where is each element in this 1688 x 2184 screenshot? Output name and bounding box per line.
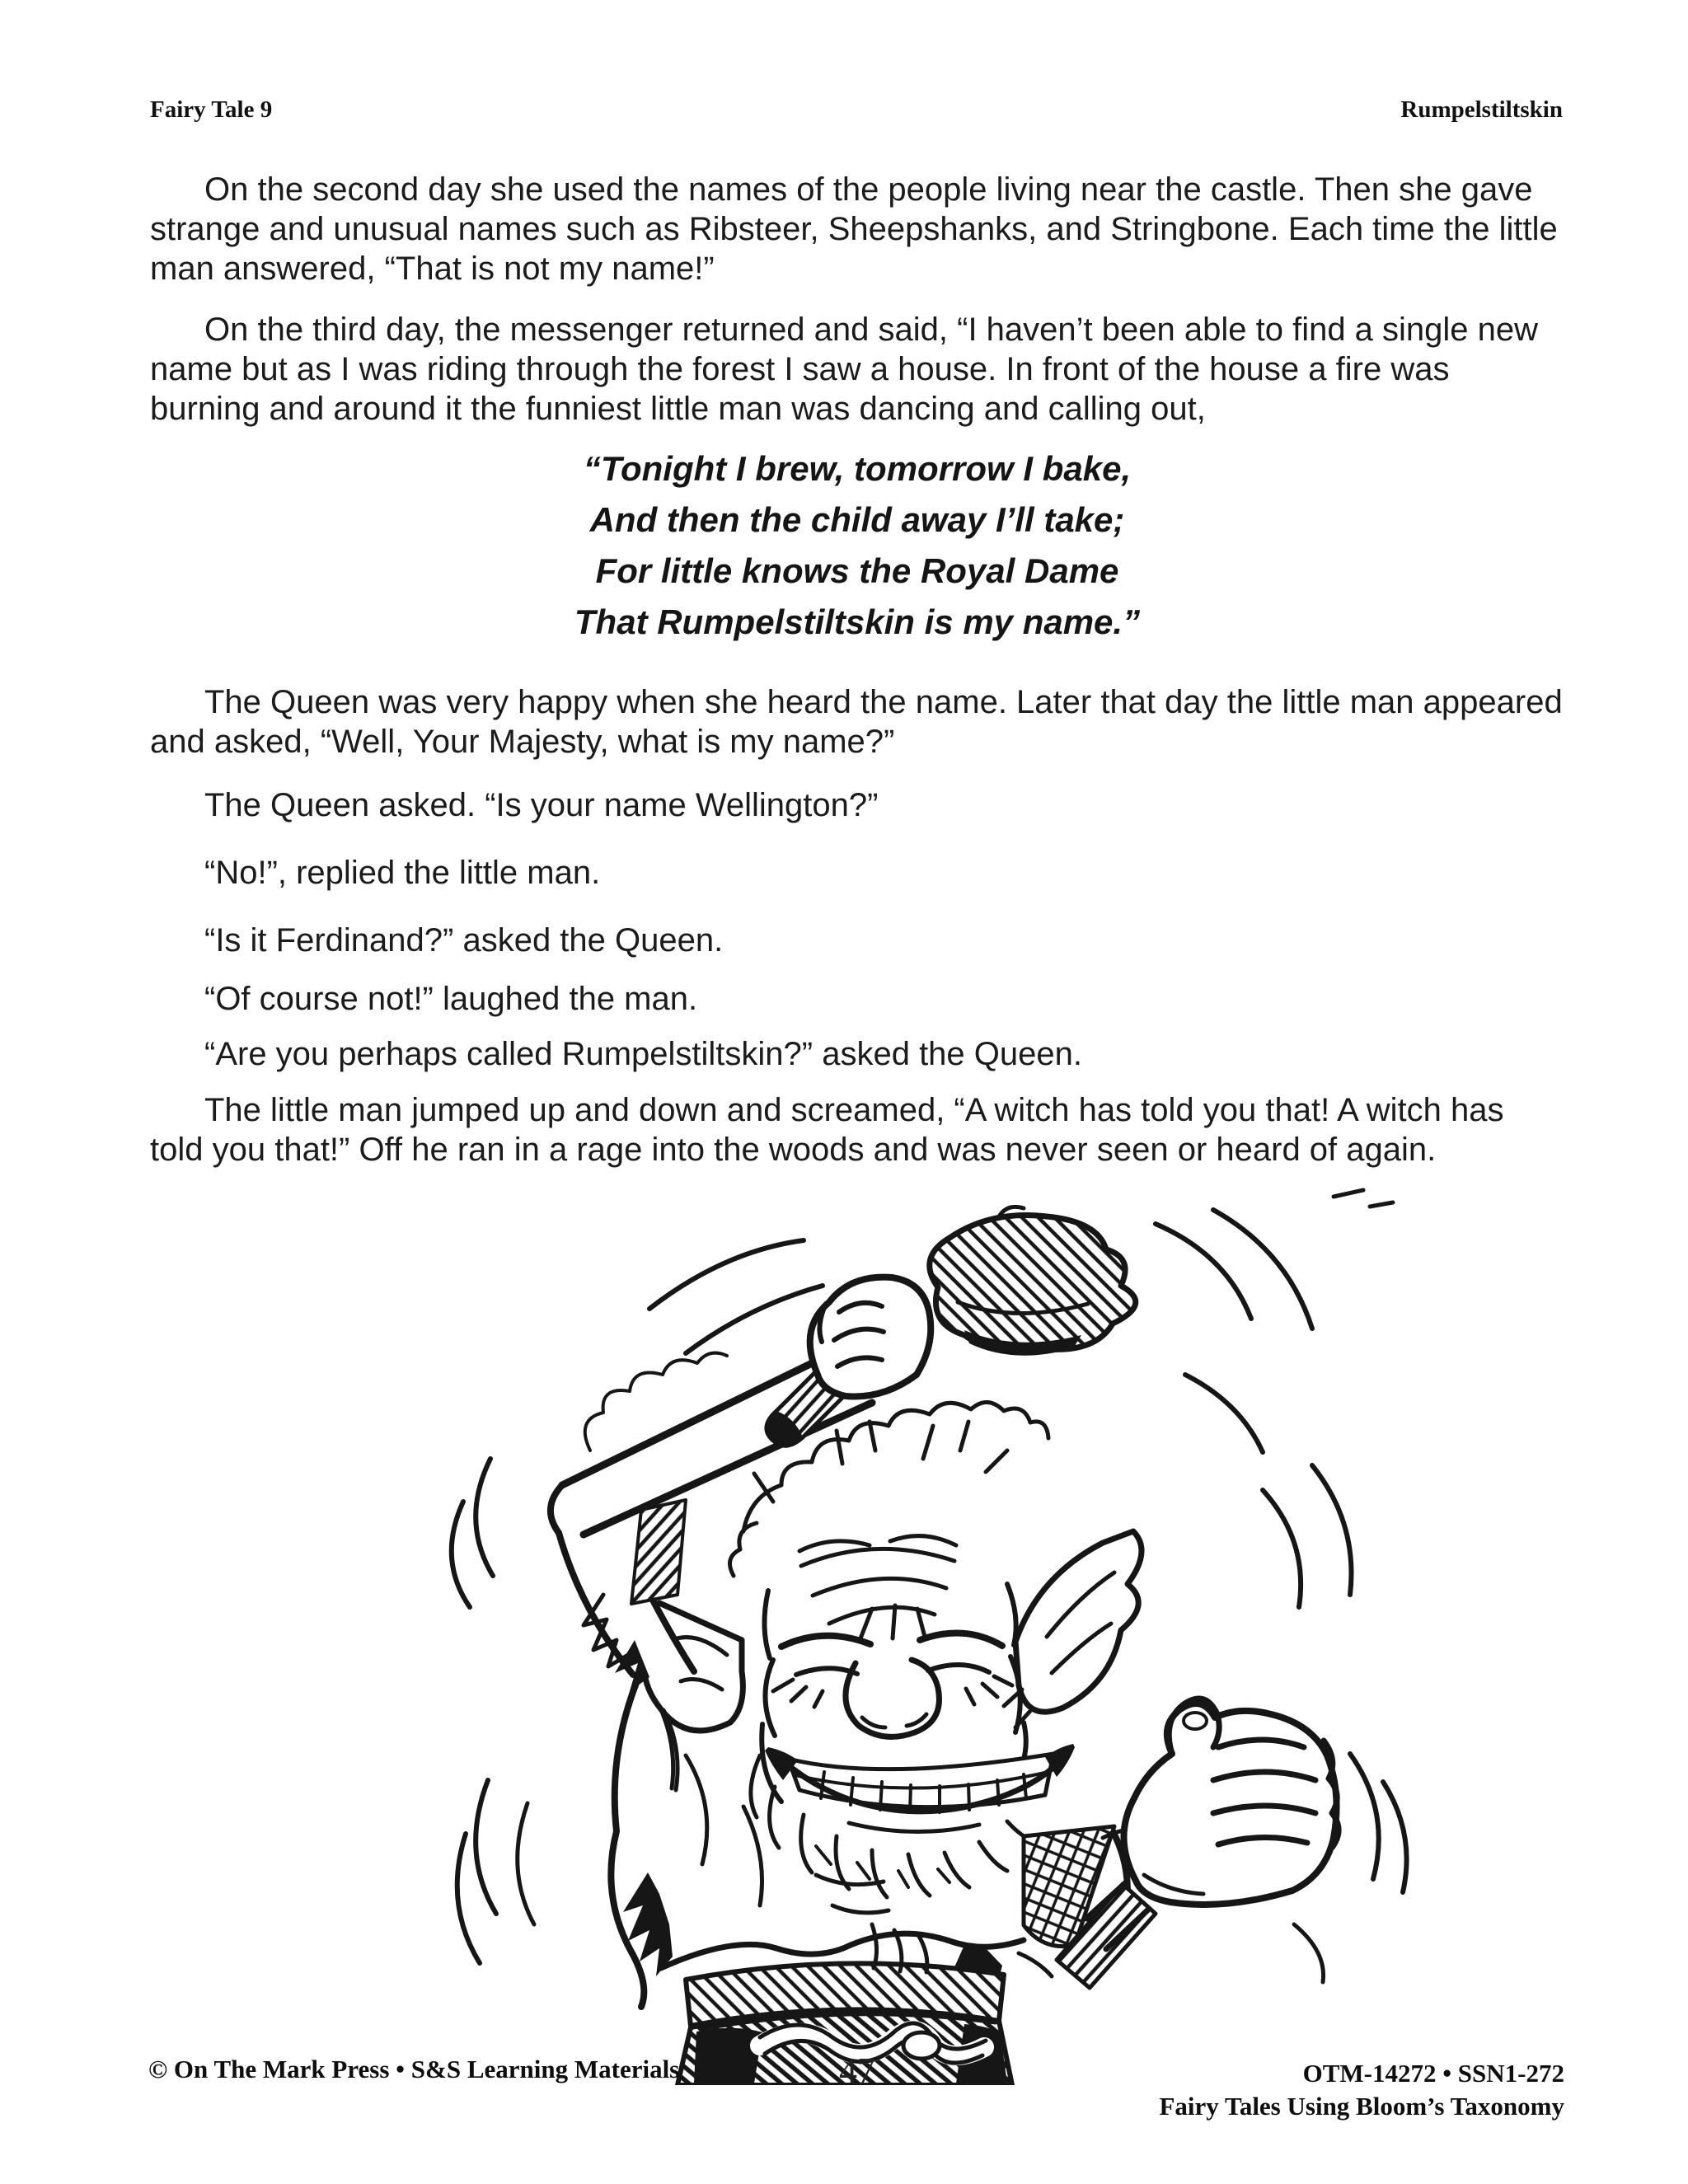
rhyme-block <box>150 443 1564 648</box>
story-paragraph: The Queen asked. “Is your name Wellington?” <box>204 787 879 823</box>
footer-copyright: © On The Mark Press • S&S Learning Materials <box>148 2055 680 2083</box>
story-paragraph: “Is it Ferdinand?” asked the Queen. <box>204 922 724 958</box>
page-number: 47 <box>839 2050 875 2091</box>
rhyme-line: And then the child away I’ll take; <box>589 500 1125 539</box>
story-paragraph: The little man jumped up and down and screamed, “A witch has told you that! A witch has told you that!” Off he ran in a rage into the woods and was never seen or heard of again. <box>150 1092 1504 1168</box>
footer-product-code: OTM-14272 • SSN1-272 <box>1302 2059 1564 2088</box>
story-paragraph: On the third day, the messenger returned and said, “I haven’t been able to find a single new name but as I was riding through the forest I saw a house. In front of the house a fire was burning and around it the funniest little man was dancing and calling out, <box>150 312 1539 427</box>
story-paragraph: The Queen was very happy when she heard the name. Later that day the little man appeared and asked, “Well, Your Majesty, what is my name?” <box>150 684 1563 760</box>
story-paragraph: “Of course not!” laughed the man. <box>204 981 698 1017</box>
rumpelstiltskin-illustration <box>387 1179 1426 2085</box>
footer-series-title: Fairy Tales Using Bloom’s Taxonomy <box>1159 2092 1564 2121</box>
header-lesson-label: Fairy Tale 9 <box>150 96 273 123</box>
rhyme-line: “Tonight I brew, tomorrow I bake, <box>583 449 1132 488</box>
story-paragraph: “Are you perhaps called Rumpelstiltskin?” asked the Queen. <box>204 1036 1082 1072</box>
story-paragraph: On the second day she used the names of the people living near the castle. Then she gave strange and unusual names such as Ribsteer, Sheepshanks, and Stringbone. Each time the little man answered, “That is not my name!” <box>150 171 1558 287</box>
story-paragraph: “No!”, replied the little man. <box>204 855 601 891</box>
fist-and-cap <box>767 1207 1136 1446</box>
header-story-title: Rumpelstiltskin <box>1400 96 1563 123</box>
rhyme-line: For little knows the Royal Dame <box>595 551 1119 590</box>
rhyme-line: That Rumpelstiltskin is my name.” <box>574 602 1141 641</box>
footer-codes <box>1159 2057 1564 2123</box>
